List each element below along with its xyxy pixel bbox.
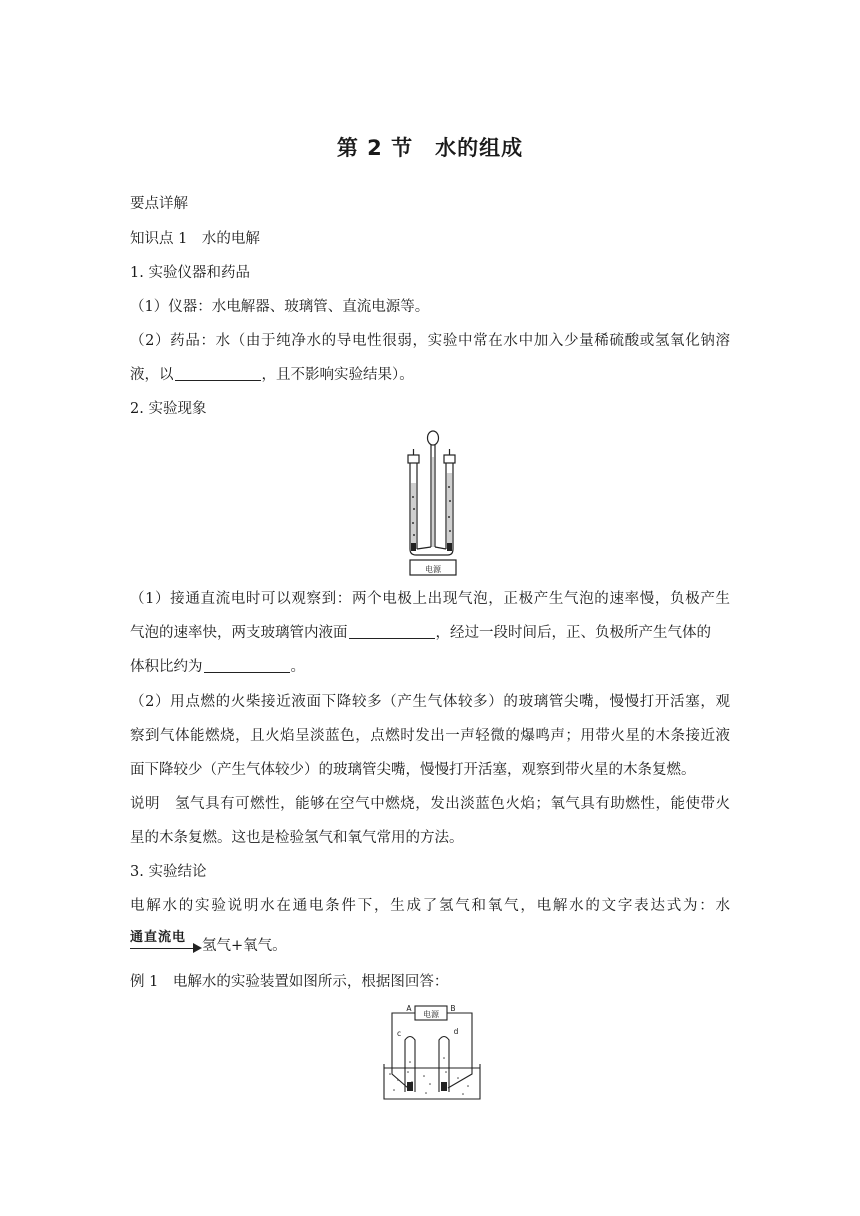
paragraph-line: （1）仪器：水电解器、玻璃管、直流电源等。 — [130, 299, 430, 315]
reaction-condition: 通直流电 — [130, 930, 187, 945]
terminal-a-label: A — [406, 1004, 412, 1013]
paragraph-text: 。 — [290, 659, 305, 675]
paragraph-text: 液，以 — [130, 367, 174, 383]
paragraph-line — [130, 365, 730, 385]
reaction-arrow — [130, 928, 202, 956]
page-title: 第 2 节 水的组成 — [336, 136, 524, 160]
electrolysis-apparatus-figure — [400, 427, 466, 579]
paragraph-line — [130, 623, 730, 643]
word-equation — [130, 928, 730, 956]
tube-d-label: d — [453, 1027, 459, 1036]
fill-in-blank[interactable] — [175, 365, 261, 381]
note-line: 星的木条复燃。这也是检验氢气和氧气常用的方法。 — [130, 830, 464, 846]
subsection-heading: 3. 实验结论 — [130, 864, 207, 880]
tube-c-label: c — [396, 1029, 402, 1038]
paragraph-line: （1）接通直流电时可以观察到：两个电极上出现气泡，正极产生气泡的速率慢，负极产生 — [130, 591, 730, 607]
subsection-heading: 1. 实验仪器和药品 — [130, 265, 250, 281]
example-question: 例 1 电解水的实验装置如图所示，根据图回答： — [130, 974, 449, 990]
electrolysis-setup-figure — [378, 1002, 486, 1102]
terminal-b-label: B — [450, 1004, 456, 1013]
equation-products: 氢气+氧气。 — [202, 938, 287, 954]
fill-in-blank[interactable] — [204, 657, 290, 673]
paragraph-line: （2）用点燃的火柴接近液面下降较多（产生气体较多）的玻璃管尖嘴，慢慢打开活塞，观 — [130, 694, 730, 710]
note-line: 说明 氢气具有可燃性，能够在空气中燃烧，发出淡蓝色火焰；氧气具有助燃性，能使带火 — [130, 796, 730, 812]
power-supply-label: 电源 — [423, 1010, 439, 1019]
paragraph-text: ，且不影响实验结果）。 — [261, 367, 414, 383]
fill-in-blank[interactable] — [349, 623, 435, 639]
paragraph-line — [130, 657, 730, 677]
power-supply-label: 电源 — [425, 565, 441, 574]
paragraph-text: 体积比约为 — [130, 659, 203, 675]
subsection-heading: 2. 实验现象 — [130, 401, 207, 417]
paragraph-line: 面下降较少（产生气体较少）的玻璃管尖嘴，慢慢打开活塞，观察到带火星的木条复燃。 — [130, 762, 696, 778]
paragraph-line: （2）药品：水（由于纯净水的导电性很弱，实验中常在水中加入少量稀硫酸或氢氧化钠溶 — [130, 333, 730, 349]
paragraph-line: 电解水的实验说明水在通电条件下，生成了氢气和氧气，电解水的文字表达式为：水 — [130, 898, 730, 914]
paragraph-line: 察到气体能燃烧，且火焰呈淡蓝色，点燃时发出一声轻微的爆鸣声；用带火星的木条接近液 — [130, 728, 730, 744]
paragraph-text: ，经过一段时间后，正、负极所产生气体的 — [435, 625, 711, 641]
knowledge-point-heading: 知识点 1 水的电解 — [130, 231, 260, 247]
section-heading: 要点详解 — [130, 196, 188, 212]
paragraph-text: 气泡的速率快，两支玻璃管内液面 — [130, 625, 348, 641]
